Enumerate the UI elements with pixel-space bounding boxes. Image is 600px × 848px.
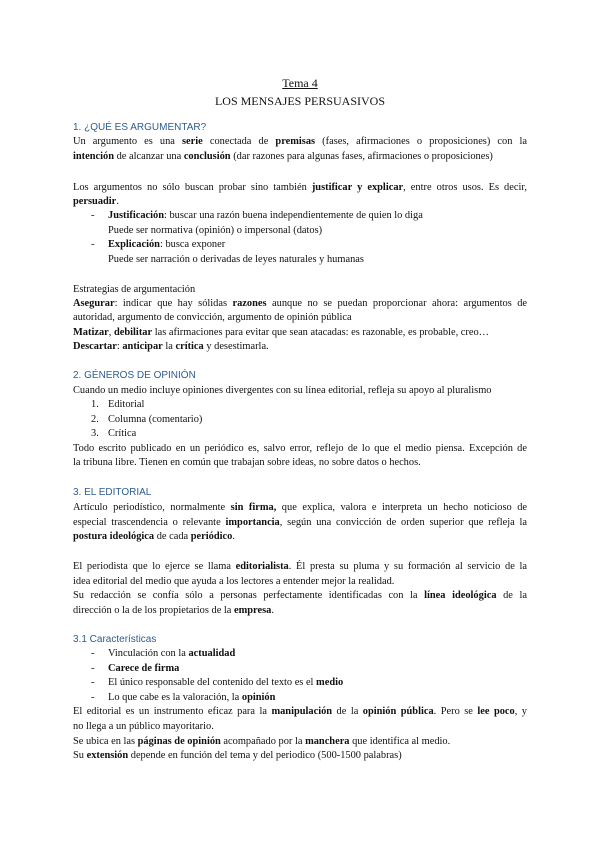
dash-bullet: - xyxy=(91,663,95,674)
justificacion-sub: Puede ser normativa (opinión) o impersonal (datos) xyxy=(108,225,323,236)
dash-bullet: - xyxy=(91,210,95,221)
list-item: Columna (comentario) xyxy=(108,414,203,425)
section-3-heading: 3. EL EDITORIAL xyxy=(73,487,152,498)
explicacion-item: Explicación: busca exponer xyxy=(108,239,226,250)
characteristic-item: El único responsable del contenido del texto es el medio xyxy=(108,677,344,688)
section-1-heading: 1. ¿QUÉ ES ARGUMENTAR? xyxy=(73,122,207,133)
justificacion-item: Justificación: buscar una razón buena independientemente de quien lo diga xyxy=(108,210,423,221)
s3-paragraph-1-line-3: postura ideológica de cada periódico. xyxy=(73,531,235,542)
s3-paragraph-2-line-2: idea editorial del medio que ayuda a los lectores a entender mejor la realidad. xyxy=(73,576,395,587)
s3-paragraph-2-line-1: El periodista que lo ejerce se llama editorialista. Él presta su pluma y su formación al servicio de la xyxy=(73,561,527,572)
s2-paragraph-line-2: la tribuna libre. Tienen en común que trabajan sobre ideas, no sobre datos o hechos. xyxy=(73,457,421,468)
s2-paragraph-line-1: Todo escrito publicado en un periódico es, salvo error, reflejo de lo que el medio piensa. Excepción de xyxy=(73,443,527,454)
dash-bullet: - xyxy=(91,692,95,703)
s3-paragraph-1-line-1: Artículo periodístico, normalmente sin firma, que explica, valora e interpreta un hecho noticioso de xyxy=(73,502,528,513)
characteristic-item: Lo que cabe es la valoración, la opinión xyxy=(108,692,276,703)
s3-paragraph-3-line-2: dirección o la de los propietarios de la empresa. xyxy=(73,605,274,616)
characteristic-item: Vinculación con la actualidad xyxy=(108,648,236,659)
s1-paragraph-1-line-1: Un argumento es una serie conectada de premisas (fases, afirmaciones o proposiciones) con la xyxy=(73,136,528,147)
s3-1-paragraph-2: Se ubica en las páginas de opinión acompañado por la manchera que identifica al medio. xyxy=(73,736,451,747)
s1-paragraph-2-line-2: persuadir. xyxy=(73,196,119,207)
s3-paragraph-1-line-2: especial trascendencia o relevante importancia, según una convicción de orden superior que refleja la xyxy=(73,517,527,528)
list-item-number: 2. xyxy=(91,414,99,425)
explicacion-sub: Puede ser narración o derivadas de leyes naturales y humanas xyxy=(108,254,364,265)
characteristic-item: Carece de firma xyxy=(108,663,180,674)
dash-bullet: - xyxy=(91,677,95,688)
list-item: Editorial xyxy=(108,399,145,410)
s2-intro: Cuando un medio incluye opiniones divergentes con su línea editorial, refleja su apoyo al pluralismo xyxy=(73,385,492,396)
strategies-title: Estrategias de argumentación xyxy=(73,284,196,295)
s3-paragraph-3-line-1: Su redacción se confía sólo a personas perfectamente identificadas con la línea ideológica de la xyxy=(73,590,527,601)
subsection-3-1-heading: 3.1 Características xyxy=(73,634,157,645)
section-2-heading: 2. GÉNEROS DE OPINIÓN xyxy=(73,370,196,381)
matizar-line: Matizar, debilitar las afirmaciones para evitar que sean atacadas: es razonable, es probable, creo… xyxy=(73,327,490,338)
list-item-number: 1. xyxy=(91,399,99,410)
descartar-line: Descartar: anticipar la crítica y desestimarla. xyxy=(73,341,269,352)
list-item: Crítica xyxy=(108,428,137,439)
s1-paragraph-1-line-2: intención de alcanzar una conclusión (dar razones para algunas fases, afirmaciones o proposiciones) xyxy=(73,151,493,162)
s3-1-paragraph-3: Su extensión depende en función del tema y del periodico (500-1500 palabras) xyxy=(73,750,402,761)
dash-bullet: - xyxy=(91,648,95,659)
page-title: Tema 4 xyxy=(282,76,318,90)
page-subtitle: LOS MENSAJES PERSUASIVOS xyxy=(214,94,386,108)
dash-bullet: - xyxy=(91,239,95,250)
asegurar-line-1: Asegurar: indicar que hay sólidas razones aunque no se puedan proporcionar ahora: argumentos de xyxy=(73,298,528,309)
s3-1-paragraph-1-line-2: no llega a un público mayoritario. xyxy=(73,721,214,732)
s1-paragraph-2-line-1: Los argumentos no sólo buscan probar sino también justificar y explicar, entre otros usos. Es decir, xyxy=(73,182,527,193)
s3-1-paragraph-1-line-1: El editorial es un instrumento eficaz para la manipulación de la opinión pública. Pero se lee poco, y xyxy=(73,706,527,717)
list-item-number: 3. xyxy=(91,428,99,439)
asegurar-line-2: autoridad, argumento de convicción, argumento de opinión pública xyxy=(73,312,352,323)
